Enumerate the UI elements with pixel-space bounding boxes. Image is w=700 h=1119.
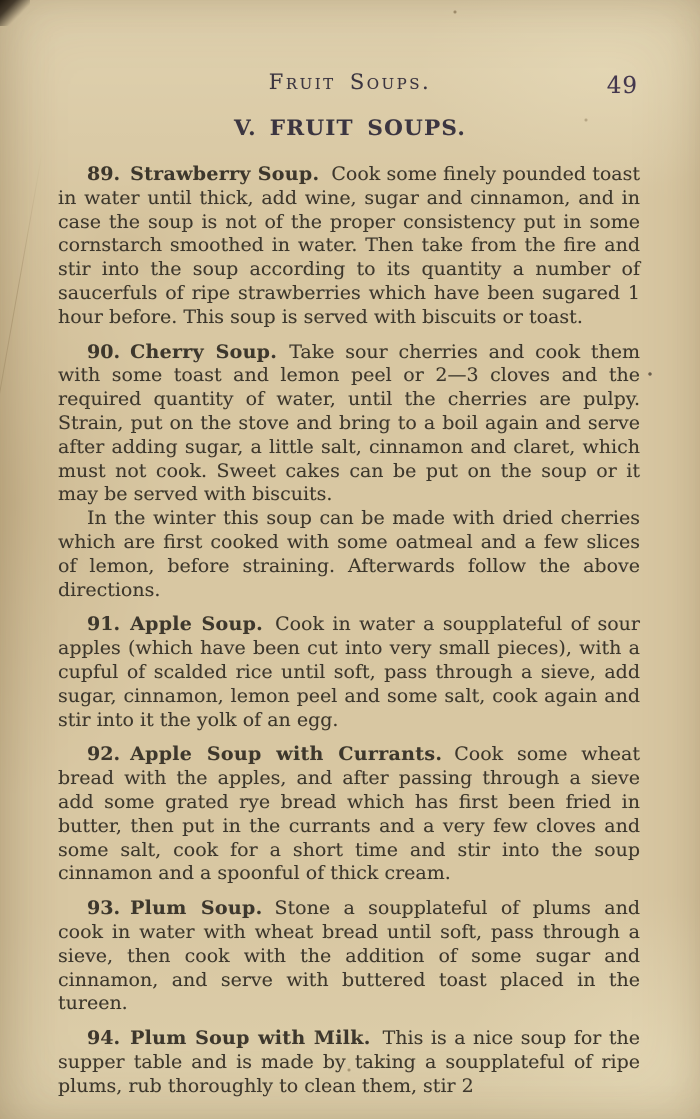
running-header: Fruit Soups. xyxy=(268,70,432,94)
recipe-body: Cook some wheat bread with the apples, and after passing through a sieve add some grated rye bread which has first been fried in butter, then put in the currants and a very few cloves and some salt, cook for a short time and stir into the soup cinnamon and a spoonful of thick cream. xyxy=(58,743,640,885)
recipe-89-strawberry-soup xyxy=(58,163,640,330)
recipe-paragraph-continuation: In the winter this soup can be made with dried cherries which are first cooked with some oatmeal and a few slices of lemon, before straining. Afterwards follow the above directions. xyxy=(58,507,640,601)
recipe-paragraph xyxy=(58,1027,640,1098)
recipe-number: 90. xyxy=(87,340,121,363)
recipe-body: Stone a soupplateful of plums and cook in water with wheat bread until soft, pass through a sieve, then cook with the addition of some sugar and cinnamon, and serve with buttered toast placed in the tureen. xyxy=(58,897,640,1015)
recipe-body: Cook in water a soupplateful of sour apples (which have been cut into very small pieces), with a cupful of scalded rice until soft, pass through a sieve, add sugar, cinnamon, lemon peel and some salt, cook again and stir into it the yolk of an egg. xyxy=(58,613,640,731)
page-content xyxy=(0,163,700,1098)
page-number: 49 xyxy=(606,73,638,99)
section-heading xyxy=(0,116,700,141)
recipe-94-plum-soup-with-milk xyxy=(58,1027,640,1098)
recipe-title: Apple Soup. xyxy=(130,613,264,636)
page-corner-shadow xyxy=(0,0,30,26)
recipe-93-plum-soup xyxy=(58,897,640,1016)
recipe-title: Plum Soup with Milk. xyxy=(130,1027,371,1050)
recipe-paragraph xyxy=(58,743,640,886)
recipe-paragraph xyxy=(58,163,640,330)
section-number: V. xyxy=(233,116,257,141)
recipe-body: Take sour cherries and cook them with some toast and lemon peel or 2—3 cloves and the required quantity of water, until the cherries are pulpy. Strain, put on the stove and bring to a boil again and serve after adding sugar, a little salt, cinnamon and claret, which must not cook. Sweet cakes can be put on the soup or it may be served with biscuits. xyxy=(58,340,640,506)
recipe-paragraph xyxy=(58,613,640,732)
recipe-paragraph xyxy=(58,341,640,508)
recipe-number: 92. xyxy=(87,743,121,766)
recipe-91-apple-soup xyxy=(58,613,640,732)
recipe-body: Cook some finely pounded toast in water until thick, add wine, sugar and cinnamon, and in case the soup is not of the proper consistency put in some cornstarch smoothed in water. Then take from the fire and stir into the soup according to its quantity a number of saucerfuls of ripe strawberries which have been sugared 1 hour before. This soup is served with biscuits or toast. xyxy=(58,163,640,328)
recipe-title: Plum Soup. xyxy=(130,897,263,920)
recipe-paragraph xyxy=(58,897,640,1016)
recipe-number: 94. xyxy=(87,1027,121,1050)
recipe-title: Strawberry Soup. xyxy=(130,163,320,185)
recipe-number: 89. xyxy=(87,163,121,185)
recipe-title: Apple Soup with Currants. xyxy=(130,743,443,766)
section-title: FRUIT SOUPS. xyxy=(269,116,467,141)
recipe-body: This is a nice soup for the supper table and is made by taking a soupplateful of ripe plums, rub thoroughly to clean them, stir 2 xyxy=(58,1027,640,1097)
recipe-number: 93. xyxy=(87,897,121,920)
recipe-92-apple-soup-with-currants xyxy=(58,743,640,886)
recipe-number: 91. xyxy=(87,613,121,636)
recipe-90-cherry-soup xyxy=(58,341,640,603)
recipe-title: Cherry Soup. xyxy=(130,340,278,363)
